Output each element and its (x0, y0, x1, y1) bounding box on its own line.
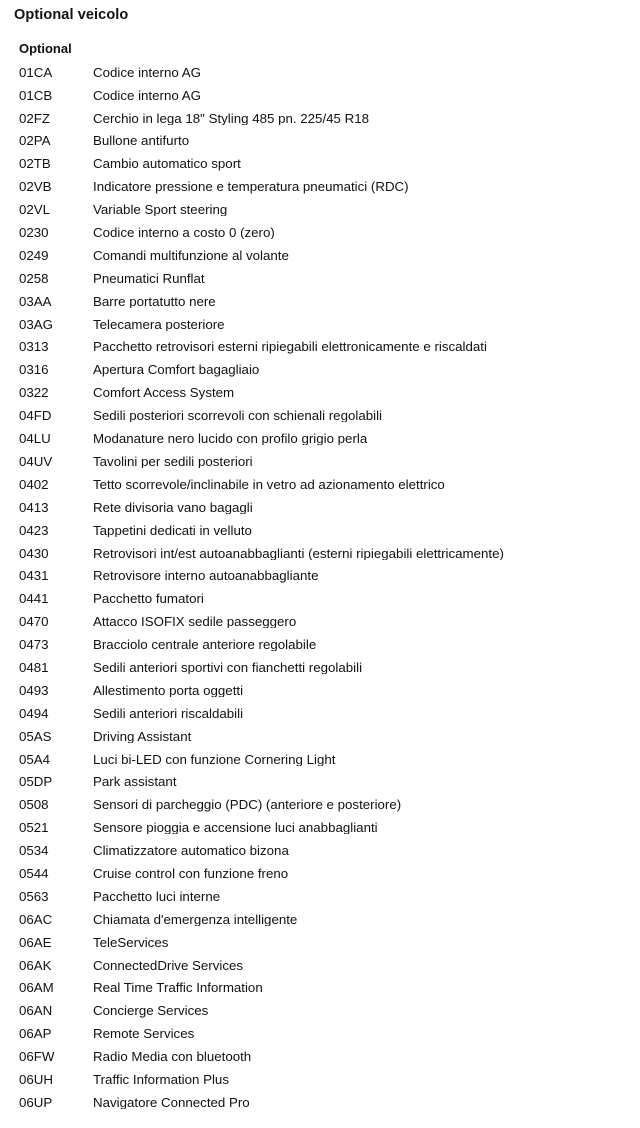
option-code: 03AA (19, 293, 52, 309)
option-description: Park assistant (93, 775, 177, 789)
option-description: Sedili posteriori scorrevoli con schienali regolabili (93, 409, 382, 423)
list-item (19, 427, 634, 450)
option-code: 0230 (19, 225, 49, 241)
option-description: Sensore pioggia e accensione luci anabbaglianti (93, 821, 378, 835)
list-item (19, 748, 634, 771)
list-item (19, 404, 634, 427)
option-code: 0430 (19, 545, 49, 561)
option-code: 0313 (19, 339, 49, 355)
option-code: 05AS (19, 728, 52, 744)
option-code: 04UV (19, 453, 53, 469)
option-description: Pacchetto fumatori (93, 592, 204, 606)
list-item (19, 359, 634, 382)
option-description: Codice interno AG (93, 88, 201, 102)
list-item (19, 175, 634, 198)
option-description: Radio Media con bluetooth (93, 1050, 252, 1064)
option-description: Allestimento porta oggetti (93, 683, 244, 698)
option-description: Attacco ISOFIX sedile passeggero (93, 615, 297, 629)
option-code: 02TB (19, 156, 51, 172)
list-item (19, 496, 634, 519)
option-code: 0563 (19, 888, 49, 904)
list-item (19, 153, 634, 176)
option-description: Sensori di parcheggio (PDC) (anteriore e posteriore) (93, 798, 402, 812)
option-description: Tappetini dedicati in velluto (93, 523, 252, 537)
option-description: Pacchetto retrovisori esterni ripiegabili elettronicamente e riscaldati (93, 340, 487, 354)
option-description: Retrovisori int/est autoanabbaglianti (esterni ripiegabili elettricamente) (93, 546, 504, 560)
list-item (19, 542, 634, 565)
list-item (19, 908, 634, 931)
list-item (19, 794, 634, 817)
option-code: 0249 (19, 247, 49, 263)
list-item (19, 244, 634, 267)
list-item (19, 633, 634, 656)
list-item (19, 977, 634, 1000)
option-code: 06AC (19, 911, 53, 927)
option-description: Real Time Traffic Information (93, 981, 263, 995)
list-item (19, 107, 634, 130)
option-code: 03AG (19, 316, 54, 332)
option-code: 0481 (19, 659, 49, 675)
option-description: Codice interno AG (93, 65, 201, 80)
option-code: 0508 (19, 797, 49, 813)
option-code: 02FZ (19, 110, 51, 126)
option-code: 02VB (19, 179, 52, 195)
option-code: 06AK (19, 957, 52, 973)
option-code: 0322 (19, 385, 49, 401)
option-description: Navigatore Connected Pro (93, 1095, 250, 1110)
option-description: Variable Sport steering (93, 203, 228, 217)
option-code: 0521 (19, 820, 49, 836)
list-item (19, 610, 634, 633)
option-code: 06FW (19, 1049, 55, 1065)
option-code: 0470 (19, 614, 49, 630)
list-item (19, 885, 634, 908)
option-description: Telecamera posteriore (93, 317, 225, 331)
option-code: 01CB (19, 87, 53, 103)
option-code: 05A4 (19, 751, 51, 767)
option-description: Tavolini per sedili posteriori (93, 454, 253, 469)
option-description: Luci bi-LED con funzione Cornering Light (93, 752, 336, 766)
option-code: 06AM (19, 980, 54, 996)
option-description: Traffic Information Plus (93, 1072, 229, 1087)
option-code: 04LU (19, 431, 51, 447)
option-code: 0544 (19, 865, 49, 881)
list-item (19, 1091, 634, 1114)
option-description: Sedili anteriori riscaldabili (93, 706, 244, 721)
list-item (19, 816, 634, 839)
option-description: Sedili anteriori sportivi con fianchetti regolabili (93, 660, 363, 675)
option-description: Codice interno a costo 0 (zero) (93, 226, 275, 240)
list-item (19, 931, 634, 954)
option-description: TeleServices (93, 935, 169, 949)
option-code: 0413 (19, 499, 49, 515)
options-list (19, 61, 634, 1114)
option-description: Pneumatici Runflat (93, 271, 205, 286)
option-code: 04FD (19, 408, 52, 424)
option-code: 0441 (19, 591, 49, 607)
list-item (19, 725, 634, 748)
list-item (19, 954, 634, 977)
option-description: Comfort Access System (93, 386, 235, 400)
option-description: Cerchio in lega 18" Styling 485 pn. 225/45 R18 (93, 111, 370, 125)
option-description: Climatizzatore automatico bizona (93, 844, 289, 858)
list-item (19, 61, 634, 84)
option-description: Cruise control con funzione freno (93, 866, 289, 881)
list-item (19, 519, 634, 542)
option-description: Pacchetto luci interne (93, 889, 221, 904)
option-description: Apertura Comfort bagagliaio (93, 363, 260, 377)
list-item (19, 221, 634, 244)
option-code: 0316 (19, 362, 49, 378)
option-code: 0494 (19, 705, 49, 721)
option-description: Chiamata d'emergenza intelligente (93, 912, 298, 927)
option-description: Comandi multifunzione al volante (93, 248, 289, 263)
section-title: Optional veicolo (14, 7, 129, 23)
option-description: Barre portatutto nere (93, 294, 216, 308)
list-item (19, 1022, 634, 1045)
option-code: 06AE (19, 934, 52, 950)
list-item (19, 1000, 634, 1023)
option-code: 02VL (19, 202, 51, 218)
list-item (19, 1068, 634, 1091)
list-item (19, 381, 634, 404)
option-description: Modanature nero lucido con profilo grigio perla (93, 432, 368, 446)
option-description: Indicatore pressione e temperatura pneumatici (RDC) (93, 180, 409, 194)
list-item (19, 130, 634, 153)
option-description: Bracciolo centrale anteriore regolabile (93, 638, 317, 652)
option-description: Cambio automatico sport (93, 157, 241, 171)
option-code: 02PA (19, 133, 51, 149)
list-item (19, 656, 634, 679)
option-description: Rete divisoria vano bagagli (93, 500, 253, 515)
option-code: 06AN (19, 1003, 53, 1019)
option-description: Bullone antifurto (93, 134, 190, 148)
list-item (19, 565, 634, 588)
list-item (19, 862, 634, 885)
list-item (19, 290, 634, 313)
option-code: 0431 (19, 568, 49, 584)
list-item (19, 771, 634, 794)
option-description: Remote Services (93, 1027, 195, 1041)
option-code: 05DP (19, 774, 53, 790)
option-code: 06AP (19, 1026, 52, 1042)
list-item (19, 198, 634, 221)
list-item (19, 702, 634, 725)
list-item (19, 679, 634, 702)
option-code: 0534 (19, 843, 49, 859)
option-code: 0402 (19, 476, 49, 492)
list-item (19, 473, 634, 496)
option-description: Concierge Services (93, 1004, 209, 1018)
option-description: Driving Assistant (93, 729, 192, 743)
option-code: 01CA (19, 64, 53, 80)
option-code: 0493 (19, 682, 49, 698)
list-item (19, 267, 634, 290)
list-item (19, 84, 634, 107)
option-code: 0258 (19, 270, 49, 286)
option-code: 0473 (19, 637, 49, 653)
list-item (19, 313, 634, 336)
list-item (19, 450, 634, 473)
option-description: Retrovisore interno autoanabbagliante (93, 569, 319, 583)
option-code: 06UP (19, 1094, 53, 1110)
option-code: 06UH (19, 1071, 53, 1087)
list-title: Optional (19, 41, 72, 56)
list-item (19, 839, 634, 862)
option-description: ConnectedDrive Services (93, 958, 244, 972)
list-item (19, 1045, 634, 1068)
list-item (19, 587, 634, 610)
option-description: Tetto scorrevole/inclinabile in vetro ad azionamento elettrico (93, 477, 445, 492)
option-code: 0423 (19, 522, 49, 538)
list-item (19, 336, 634, 359)
